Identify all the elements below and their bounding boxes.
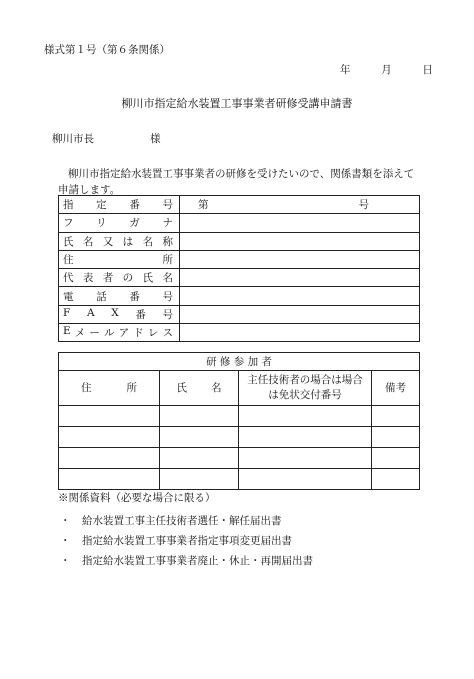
participant-cell[interactable] (59, 469, 160, 490)
applicant-row-value[interactable] (180, 324, 420, 342)
value-char: 号 (358, 199, 369, 212)
label-char: 所 (162, 254, 173, 267)
applicant-row-value[interactable] (180, 287, 420, 305)
label-char: ス (162, 327, 173, 340)
participant-cell[interactable] (160, 427, 239, 448)
applicant-row (59, 214, 420, 232)
label-char: 番 (135, 308, 146, 321)
participant-cell[interactable] (59, 427, 160, 448)
related-document-item (60, 555, 313, 568)
applicant-row-label (59, 287, 180, 305)
participant-cell[interactable] (239, 406, 372, 427)
label-char: 号 (162, 290, 173, 303)
applicant-row-label (59, 232, 180, 250)
participant-cell[interactable] (372, 448, 420, 469)
label-char: 名 (142, 235, 154, 248)
applicant-row-label (59, 324, 180, 342)
applicant-row-label (59, 269, 180, 287)
application-statement: 柳川市指定給水装置工事事業者の研修を受けたいので、関係書類を添えて申請します。 (58, 168, 415, 196)
related-document-label: 指定給水装置工事事業者廃止・休止・再開届出書 (82, 555, 313, 567)
applicant-row-label (59, 214, 180, 232)
related-document-label: 指定給水装置工事事業者指定事項変更届出書 (82, 535, 292, 547)
bullet-icon: ・ (60, 515, 71, 527)
applicant-row (59, 269, 420, 287)
date-month-label: 月 (381, 64, 392, 76)
label-char: 称 (162, 235, 173, 248)
label-char: の (122, 272, 134, 285)
label-char: ー (89, 327, 100, 340)
label-char: 番 (129, 199, 140, 212)
addressee (52, 133, 161, 146)
label-char: 指 (63, 199, 74, 212)
label-char: 者 (102, 272, 114, 285)
document-title: 柳川市指定給水装置工事事業者研修受講申請書 (121, 97, 353, 110)
applicant-row (59, 287, 420, 305)
participant-row (59, 427, 420, 448)
applicant-row-value[interactable] (180, 269, 420, 287)
applicant-row (59, 324, 420, 342)
participant-cell[interactable] (372, 469, 420, 490)
label-char: 定 (96, 199, 107, 212)
related-document-label: 給水装置工事主任技術者選任・解任届出書 (82, 515, 282, 527)
label-char: 又 (102, 235, 114, 248)
header-char: 住 (81, 381, 92, 394)
label-char: 番 (129, 290, 140, 303)
participants-title-text: 研 修 参 加 者 (206, 356, 272, 368)
col-address-header (59, 371, 160, 406)
label-char: フ (63, 217, 74, 230)
applicant-row-label (59, 196, 180, 214)
participant-row (59, 406, 420, 427)
related-document-item (60, 535, 292, 548)
label-char: ア (118, 327, 130, 340)
label-char: 氏 (142, 272, 154, 285)
participant-row (59, 469, 420, 490)
applicant-row-label (59, 305, 180, 323)
applicant-row-value[interactable] (180, 214, 420, 232)
participant-cell[interactable] (372, 427, 420, 448)
label-char: レ (147, 327, 159, 340)
participant-row (59, 448, 420, 469)
addressee-honorific: 様 (150, 133, 161, 145)
bullet-icon: ・ (60, 555, 71, 567)
label-char: ガ (129, 217, 140, 230)
label-char: 名 (162, 272, 173, 285)
participants-table-title (59, 353, 420, 371)
label-char: 号 (162, 308, 173, 321)
col-name-header (160, 371, 239, 406)
related-document-item (60, 515, 282, 528)
label-char: 名 (82, 235, 94, 248)
label-char: 号 (162, 199, 173, 212)
header-char: 氏 (176, 381, 187, 394)
participant-cell[interactable] (239, 448, 372, 469)
applicant-row-value[interactable] (180, 196, 420, 214)
applicant-row (59, 232, 420, 250)
participant-cell[interactable] (59, 406, 160, 427)
applicant-row-value[interactable] (180, 250, 420, 268)
related-documents-title: ※関係資料（必要な場合に限る） (58, 492, 216, 504)
participant-cell[interactable] (160, 406, 239, 427)
date-year-label: 年 (340, 64, 351, 76)
header-char: 所 (126, 381, 137, 394)
addressee-name: 柳川市長 (52, 133, 94, 145)
applicant-row-label (59, 250, 180, 268)
col-license-header: 主任技術者の場合は場合は免状交付番号 (239, 371, 372, 406)
bullet-icon: ・ (60, 535, 71, 547)
col-remarks-header: 備考 (372, 371, 420, 406)
label-char: 氏 (63, 235, 74, 248)
label-char: は (122, 235, 134, 248)
header-char: 名 (211, 381, 222, 394)
label-char: リ (96, 217, 107, 230)
label-char: A (86, 306, 95, 319)
label-char: ド (133, 327, 144, 340)
participant-cell[interactable] (160, 469, 239, 490)
label-char: 住 (63, 254, 74, 267)
applicant-row-value[interactable] (180, 305, 420, 323)
label-char: ナ (162, 217, 173, 230)
date-line (340, 64, 433, 77)
participant-cell[interactable] (372, 406, 420, 427)
participant-cell[interactable] (160, 448, 239, 469)
label-char: F (63, 306, 71, 319)
participants-table (58, 352, 420, 490)
label-char: 代 (63, 272, 74, 285)
value-char: 第 (198, 199, 209, 212)
applicant-info-table (58, 195, 420, 342)
label-char: X (111, 306, 119, 319)
label-char: 表 (82, 272, 94, 285)
date-day-label: 日 (422, 64, 433, 76)
participant-cell[interactable] (239, 427, 372, 448)
applicant-row-value[interactable] (180, 232, 420, 250)
applicant-row (59, 250, 420, 268)
label-char: E (63, 325, 71, 338)
label-char: 話 (96, 290, 107, 303)
form-number: 様式第１号（第６条関係） (44, 44, 170, 56)
label-char: 電 (63, 290, 74, 303)
label-char: メ (74, 327, 86, 340)
applicant-row (59, 305, 420, 323)
participant-cell[interactable] (239, 469, 372, 490)
applicant-row (59, 196, 420, 214)
participant-cell[interactable] (59, 448, 160, 469)
label-char: ル (104, 327, 115, 340)
